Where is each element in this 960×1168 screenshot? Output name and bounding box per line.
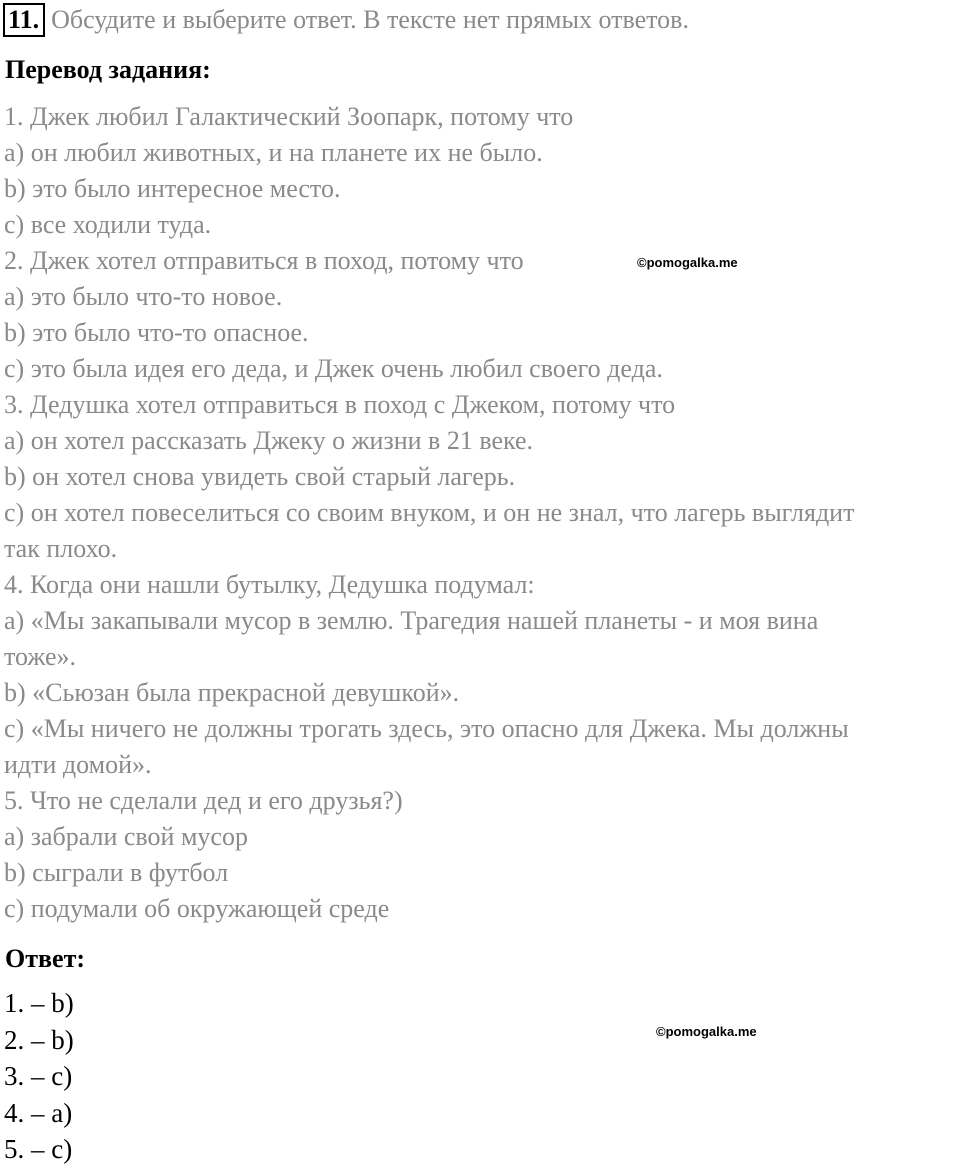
question-line: c) подумали об окружающей среде: [4, 894, 390, 923]
question-line: a) он хотел рассказать Джеку о жизни в 21 веке.: [4, 426, 534, 455]
translation-heading: Перевод задания:: [5, 55, 211, 84]
question-line: b) «Сьюзан была прекрасной девушкой».: [4, 678, 460, 707]
answer-line: 3. – c): [4, 1061, 73, 1091]
question-line: c) все ходили туда.: [4, 210, 212, 239]
question-line: c) он хотел повеселиться со своим внуком, и он не знал, что лагерь выглядит: [4, 498, 855, 527]
question-line: b) сыграли в футбол: [4, 858, 229, 887]
question-line: b) это было интересное место.: [4, 174, 341, 203]
question-line: 1. Джек любил Галактический Зоопарк, потому что: [4, 102, 574, 131]
question-list: [4, 99, 958, 927]
question-line: 5. Что не сделали дед и его друзья?): [4, 786, 403, 815]
question-line: a) он любил животных, и на планете их не было.: [4, 138, 543, 167]
answer-heading: Ответ:: [5, 944, 86, 973]
answer-line: 4. – a): [4, 1097, 73, 1128]
question-line: a) «Мы закапывали мусор в землю. Трагедия нашей планеты - и моя вина: [4, 606, 819, 635]
task-instruction: Обсудите и выберите ответ. В тексте нет прямых ответов.: [51, 5, 689, 34]
question-line: c) это была идея его деда, и Джек очень любил своего деда.: [4, 354, 663, 383]
task-header: [3, 2, 689, 38]
question-line: так плохо.: [4, 534, 118, 563]
answer-line: 5. – c): [4, 1134, 73, 1164]
question-line: a) забрали свой мусор: [4, 822, 248, 851]
question-line: 3. Дедушка хотел отправиться в поход с Джеком, потому что: [4, 390, 676, 419]
answer-line: 2. – b): [4, 1024, 74, 1055]
question-line: b) он хотел снова увидеть свой старый лагерь.: [4, 462, 516, 491]
question-line: c) «Мы ничего не должны трогать здесь, это опасно для Джека. Мы должны: [4, 714, 849, 743]
question-line: 4. Когда они нашли бутылку, Дедушка подумал:: [4, 570, 535, 599]
watermark: ©pomogalka.me: [656, 1024, 757, 1039]
question-line: b) это было что-то опасное.: [4, 318, 309, 347]
question-line: 2. Джек хотел отправиться в поход, потому что: [4, 246, 524, 275]
question-line: a) это было что-то новое.: [4, 282, 283, 311]
answer-line: 1. – b): [4, 988, 74, 1018]
question-line: тоже».: [4, 642, 77, 671]
question-line: идти домой».: [4, 750, 152, 779]
task-number-box: 11.: [3, 3, 45, 37]
answer-list: [4, 985, 74, 1168]
watermark: ©pomogalka.me: [637, 255, 738, 270]
